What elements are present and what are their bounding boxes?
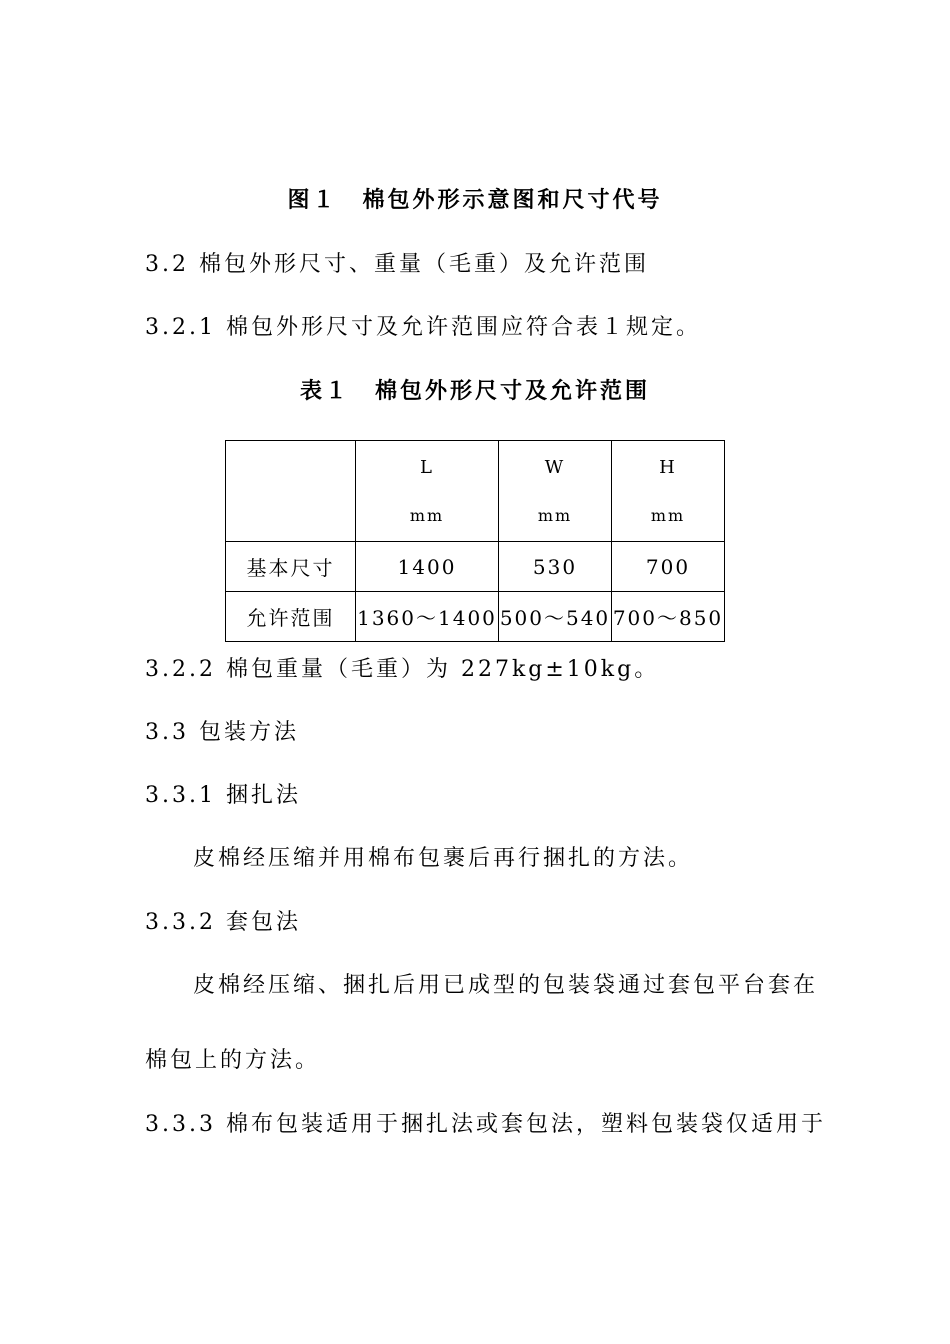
header-cell-length (356, 441, 499, 542)
table-row (226, 542, 725, 592)
section-3-3-2-body-line1: 皮棉经压缩、捆扎后用已成型的包装袋通过套包平台套在 (193, 973, 819, 998)
table-caption: 表１ 棉包外形尺寸及允许范围 (299, 378, 650, 404)
header-cell-width (499, 441, 612, 542)
dimensions-table (225, 440, 725, 642)
table-cell: 530 (499, 542, 612, 592)
header-unit: mm (650, 506, 686, 525)
table-cell: 700～850 (612, 592, 725, 642)
table-cell: 1400 (356, 542, 499, 592)
section-3-3-2-heading: 3.3.2 套包法 (145, 910, 301, 935)
header-cell-height (612, 441, 725, 542)
figure-caption: 图１ 棉包外形示意图和尺寸代号 (287, 187, 663, 213)
header-symbol: L (420, 457, 434, 478)
table-cell: 700 (612, 542, 725, 592)
row-label: 基本尺寸 (226, 542, 356, 592)
table-row (226, 592, 725, 642)
table-cell: 500～540 (499, 592, 612, 642)
table-cell: 1360～1400 (356, 592, 499, 642)
section-3-3-1-heading: 3.3.1 捆扎法 (145, 783, 301, 808)
section-3-2-2-text: 3.2.2 棉包重量（毛重）为 227kg±10kg。 (145, 657, 660, 682)
table-corner-cell (226, 441, 356, 542)
table-header-row (226, 441, 725, 542)
section-3-3-3-text: 3.3.3 棉布包装适用于捆扎法或套包法，塑料包装袋仅适用于 (145, 1112, 826, 1137)
header-unit: mm (537, 506, 573, 525)
row-label: 允许范围 (226, 592, 356, 642)
section-3-3-heading: 3.3 包装方法 (145, 720, 299, 745)
section-3-2-heading: 3.2 棉包外形尺寸、重量（毛重）及允许范围 (145, 252, 649, 277)
section-3-3-1-body: 皮棉经压缩并用棉布包裹后再行捆扎的方法。 (193, 846, 694, 871)
section-3-3-2-body-line2: 棉包上的方法。 (145, 1048, 321, 1073)
header-unit: mm (409, 506, 445, 525)
header-symbol: H (659, 457, 677, 478)
header-symbol: W (544, 457, 566, 478)
section-3-2-1-text: 3.2.1 棉包外形尺寸及允许范围应符合表１规定。 (145, 315, 701, 340)
